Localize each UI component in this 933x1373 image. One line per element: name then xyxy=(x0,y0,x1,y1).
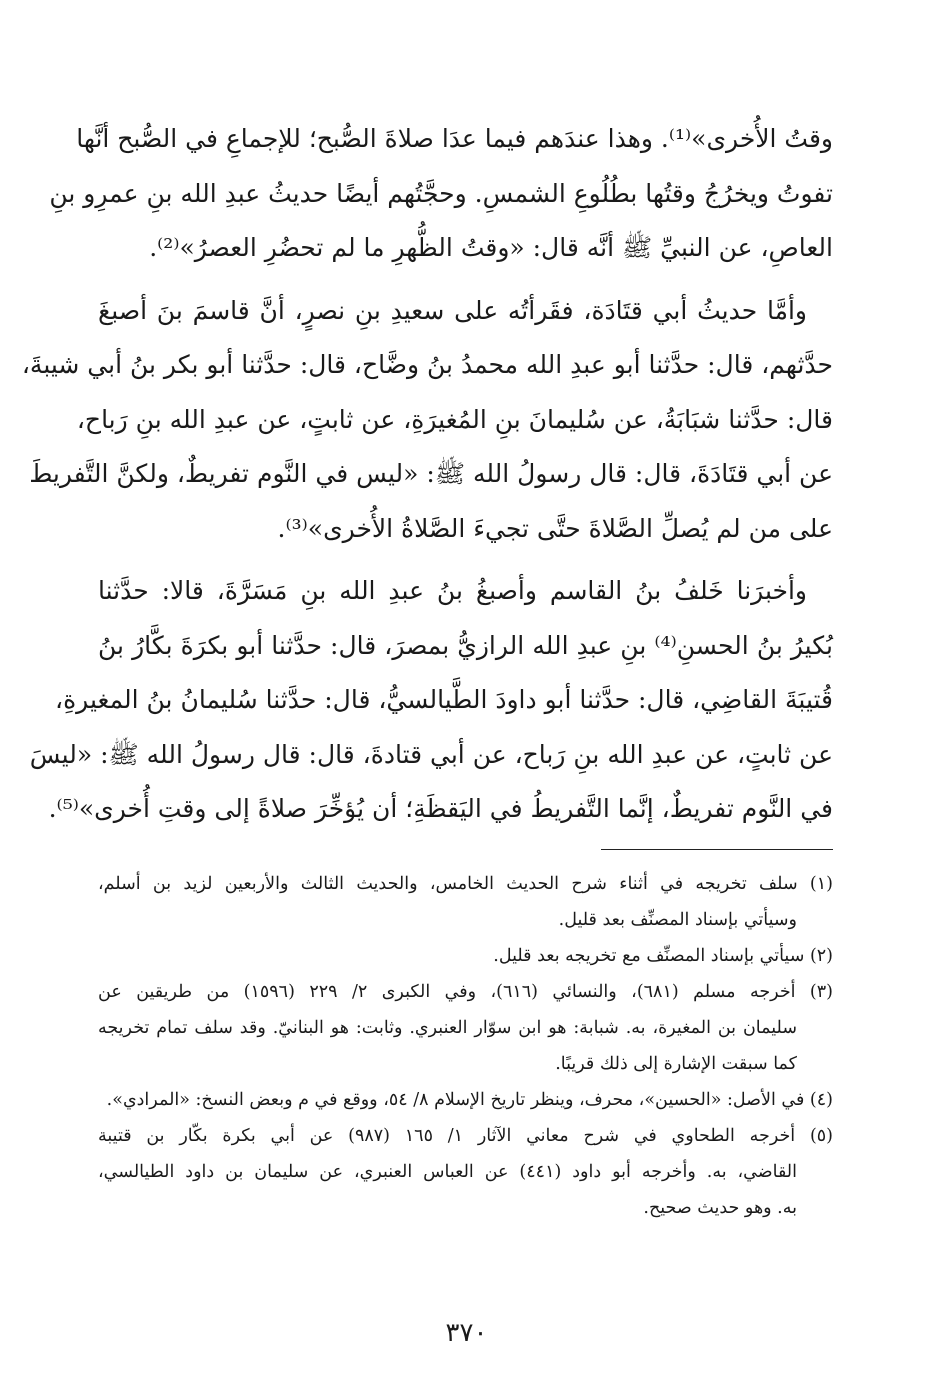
footnote-line: (٤) في الأصل: «الحسين»، محرف، وينظر تاريخ الإسلام ٨/ ٥٤، ووقع في م وبعض النسخ: «المرادي». xyxy=(106,1090,833,1110)
page-number: ٣٧٠ xyxy=(445,1318,488,1348)
footnote-1 xyxy=(98,866,833,938)
text-line: العاصِ، عن النبيِّ ﷺ أنَّه قال: «وقتُ الظُّهرِ ما لم تحضُرِ العصرُ»⁽²⁾. xyxy=(149,233,833,262)
text-line: حدَّثهم، قال: حدَّثنا أبو عبدِ الله محمدُ بنُ وضَّاح، قال: حدَّثنا أبو بكر بنُ أبي شيبةَ، xyxy=(21,350,833,379)
footnote-line: وسيأتي بإسناد المصنِّف بعد قليل. xyxy=(558,910,797,930)
text-line: وقتُ الأُخرى»⁽¹⁾. وهذا عندَهم فيما عدَا صلاةَ الصُّبح؛ للإجماعِ في الصُّبح أنَّها xyxy=(76,124,833,153)
footnote-line: (٣) أخرجه مسلم (٦٨١)، والنسائي (٦١٦)، وفي الكبرى ٢/ ٢٢٩ (١٥٩٦) من طريقين عن xyxy=(98,982,833,1002)
footnote-line: به. وهو حديث صحيح. xyxy=(643,1198,797,1218)
text-line: بُكيرُ بنُ الحسنِ⁽⁴⁾ بنِ عبدِ الله الرازيُّ بمصرَ، قال: حدَّثنا أبو بكرَةَ بكَّارُ بنُ xyxy=(98,630,833,660)
footnote-3 xyxy=(98,974,833,1082)
footnote-line: (٥) أخرجه الطحاوي في شرح معاني الآثار ١/ ١٦٥ (٩٨٧) عن أبي بكرة بكّار بن قتيبة xyxy=(98,1126,833,1146)
paragraph-1 xyxy=(49,112,833,276)
text-line: قُتيبَةَ القاضِي، قال: حدَّثنا أبو داودَ الطَّيالسيُّ، قال: حدَّثنا سُليمانُ بنُ المغيرةِ، xyxy=(55,685,833,714)
paragraph-3 xyxy=(29,564,833,837)
footnotes xyxy=(98,866,833,1226)
footnote-5 xyxy=(98,1118,833,1226)
footnote-2 xyxy=(98,938,833,974)
text-line: تفوتُ ويخرُجُ وقتُها بطُلُوعِ الشمسِ. وحجَّتُهم أيضًا حديثُ عبدِ الله بنِ عمرِو بنِ xyxy=(49,178,833,208)
footnote-line: (١) سلف تخريجه في أثناء شرح الحديث الخامس، والحديث الثالث والأربعين لزيد بن أسلم، xyxy=(98,874,833,894)
footnote-4 xyxy=(98,1082,833,1118)
text-line: عن أبي قتَادَةَ، قال: قال رسولُ الله ﷺ: «ليس في النَّوم تفريطٌ، ولكنَّ التَّفريطَ xyxy=(29,459,833,488)
footnote-line: القاضي، به. وأخرجه أبو داود (٤٤١) عن العباس العنبري، عن سليمان بن داود الطيالسي، xyxy=(98,1162,798,1182)
text-line: وأخبرَنا خَلفُ بنُ القاسم وأصبغُ بنُ عبدِ الله بنِ مَسَرَّةَ، قالا: حدَّثنا xyxy=(98,576,807,605)
footnote-line: (٢) سيأتي بإسناد المصنِّف مع تخريجه بعد قليل. xyxy=(493,946,833,966)
text-line: على من لم يُصلِّ الصَّلاةَ حتَّى تجيءَ الصَّلاةُ الأُخرى»⁽³⁾. xyxy=(277,513,833,543)
footnote-divider xyxy=(601,849,833,850)
text-line: قال: حدَّثنا شبَابَةُ، عن سُليمانَ بنِ المُغيرَةِ، عن ثابتٍ، عن عبدِ الله بنِ رَباح، xyxy=(76,404,833,434)
main-text xyxy=(21,112,833,845)
footnote-line: كما سبقت الإشارة إلى ذلك قريبًا. xyxy=(555,1054,797,1074)
footnote-line: سليمان بن المغيرة، به. شبابة: هو ابن سوّار العنبري. وثابت: هو البنانيّ. وقد سلف تمام تخريجه xyxy=(98,1018,797,1038)
text-line: في النَّوم تفريطٌ، إنَّما التَّفريطُ في اليَقظَةِ؛ أن يُؤخِّرَ صلاةً إلى وقتِ أُخرى»⁽⁵⁾. xyxy=(48,794,833,823)
text-line: وأمَّا حديثُ أبي قتَادَة، فقَرأتُه على سعيدِ بنِ نصرٍ، أنَّ قاسمَ بنَ أصبغَ xyxy=(98,295,807,325)
text-line: عن ثابتٍ، عن عبدِ الله بنِ رَباح، عن أبي قتادةَ، قال: قال رسولُ الله ﷺ: «ليسَ xyxy=(29,739,833,769)
paragraph-2 xyxy=(21,284,833,557)
